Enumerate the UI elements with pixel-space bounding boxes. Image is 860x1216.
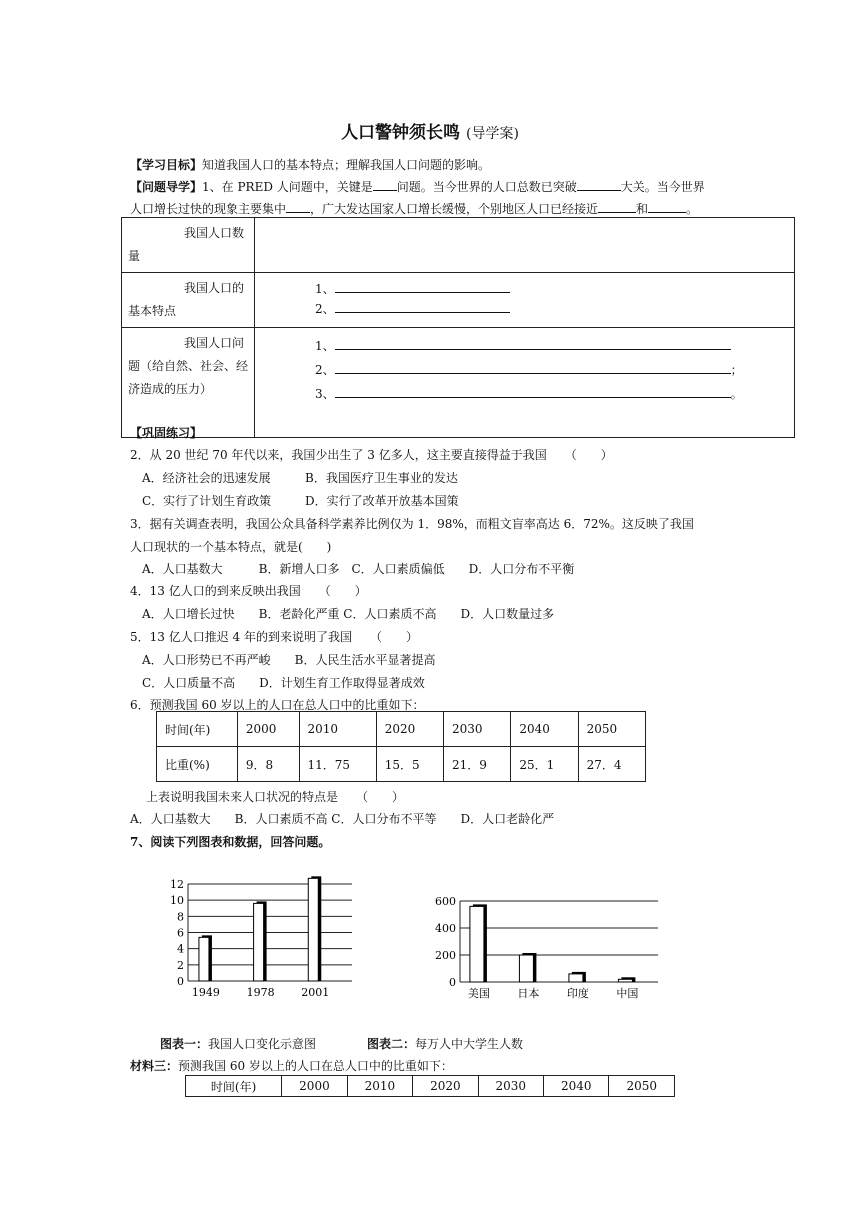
bar: [569, 974, 583, 982]
label-text: 我国人口数量: [128, 226, 245, 263]
table-row: [122, 273, 795, 328]
answer-cell-features: [255, 273, 795, 328]
question-2: 2．从 20 世纪 70 年代以来，我国少出生了 3 亿多人，这主要直接得益于我国 （ ）: [130, 448, 613, 462]
item-number: 2、: [315, 363, 335, 377]
table-row: [122, 328, 795, 438]
q2-option-c[interactable]: C．实行了计划生育政策: [142, 494, 272, 508]
title-main: 人口警钟须长鸣: [341, 123, 461, 143]
item-number: 2、: [315, 302, 335, 316]
question-4: 4．13 亿人口的到来反映出我国 （ ）: [130, 584, 367, 598]
q2-option-a[interactable]: A．经济社会的迅速发展: [142, 471, 271, 485]
table-cell: 2020: [413, 1076, 478, 1097]
x-tick-label: 1949: [191, 986, 220, 999]
y-tick-label: 0: [177, 975, 184, 988]
fig1-text: 我国人口变化示意图: [208, 1037, 317, 1051]
question-7: 7、阅读下列图表和数据，回答问题。: [130, 835, 331, 849]
q6-options[interactable]: A．人口基数大 B．人口素质不高 C．人口分布不平等 D．人口老龄化严: [130, 812, 555, 826]
y-tick-label: 2: [177, 958, 184, 972]
practice-label: 【巩固练习】: [130, 426, 203, 440]
fig1-caption: [160, 1035, 316, 1053]
answer-cell-problems: [255, 328, 795, 438]
row-label-features: [122, 273, 255, 328]
table-cell: 2010: [347, 1076, 412, 1097]
guide-text-2c: 和: [636, 202, 649, 216]
blank-5[interactable]: [648, 200, 686, 213]
guide-text-2b: ，广大发达国家人口增长缓慢，个别地区人口已经接近: [310, 202, 599, 216]
y-tick-label: 10: [170, 894, 184, 908]
x-tick-label: 2001: [301, 986, 330, 999]
table-cell: 11．75: [299, 747, 376, 782]
guide-label: 【问题导学】: [130, 180, 203, 194]
guide-table: [121, 217, 795, 438]
question-5: 5．13 亿人口推迟 4 年的到来说明了我国 （ ）: [130, 630, 418, 644]
goal-text: 知道我国人口的基本特点；理解我国人口问题的影响。: [202, 158, 491, 172]
page-title: [0, 118, 860, 143]
q5-options-ab[interactable]: A．人口形势已不再严峻 B．人民生活水平显著提高: [142, 653, 436, 667]
guide-text-2d: 。: [686, 202, 699, 216]
fig1-label: 图表一：: [160, 1037, 209, 1051]
mat3-label: 材料三：: [130, 1059, 179, 1073]
y-tick-label: 12: [170, 878, 184, 891]
question-3-line1: 3．据有关调查表明，我国公众具备科学素养比例仅为 1．98%，而粗文盲率高达 6．72%。这反映了我国: [130, 517, 694, 531]
answer-line[interactable]: [335, 300, 510, 313]
goal-label: 【学习目标】: [130, 158, 203, 172]
bar: [254, 903, 264, 981]
x-tick-label: 中国: [616, 987, 639, 1000]
table-cell: 2020: [376, 712, 443, 747]
material-3: [130, 1057, 453, 1075]
q2-option-d[interactable]: D．实行了改革开放基本国策: [305, 494, 459, 508]
mat3-text: 预测我国 60 岁以上的人口在总人口中的比重如下：: [178, 1059, 453, 1073]
table-cell: 27．4: [578, 747, 645, 782]
table-cell: 时间(年): [186, 1076, 282, 1097]
y-tick-label: 4: [177, 942, 184, 956]
table-cell: 2030: [444, 712, 511, 747]
bar: [199, 937, 209, 981]
x-tick-label: 美国: [467, 987, 490, 1000]
blank-2[interactable]: [577, 178, 621, 191]
question-6: 6．预测我国 60 岁以上的人口在总人口中的比重如下：: [130, 698, 425, 712]
label-text: 我国人口问题（给自然、社会、经济造成的压力）: [128, 336, 249, 396]
bar: [618, 979, 632, 982]
guide-line-2: [130, 200, 698, 218]
guide-line-1: [130, 178, 705, 196]
table-cell: 9．8: [237, 747, 299, 782]
punct: 。: [730, 387, 743, 401]
row-label-problems: [122, 328, 255, 438]
guide-text-1a: 1、在 PRED 人问题中，关键是: [202, 180, 373, 194]
guide-text-1c: 大关。当今世界: [620, 180, 705, 194]
item-number: 1、: [315, 339, 335, 353]
label-text: 我国人口的基本特点: [128, 281, 245, 318]
y-tick-label: 400: [435, 922, 456, 935]
table-cell: 25．1: [511, 747, 578, 782]
title-sub: (导学案): [465, 126, 519, 142]
table-cell: 比重(%): [157, 747, 238, 782]
bar: [308, 878, 318, 981]
answer-line[interactable]: [335, 385, 731, 398]
q2-option-b[interactable]: B．我国医疗卫生事业的发达: [305, 471, 458, 485]
material-3-table: [185, 1075, 675, 1097]
blank-3[interactable]: [286, 200, 310, 213]
bar: [519, 955, 533, 982]
guide-text-1b: 问题。当今世界的人口总数已突破: [396, 180, 577, 194]
table-cell: 2040: [511, 712, 578, 747]
x-tick-label: 1978: [246, 986, 275, 999]
question-3-line2: 人口现状的一个基本特点，就是( ): [130, 540, 332, 554]
table-cell: 21．9: [444, 747, 511, 782]
college-students-chart: [420, 890, 670, 1002]
table-cell: 2030: [478, 1076, 543, 1097]
punct: ；: [730, 363, 743, 377]
y-tick-label: 8: [177, 910, 184, 924]
y-tick-label: 6: [177, 926, 184, 940]
table-cell: 2010: [299, 712, 376, 747]
bar: [470, 906, 484, 982]
blank-1[interactable]: [373, 178, 397, 191]
question-6-stem: 上表说明我国未来人口状况的特点是 （ ）: [146, 790, 405, 804]
table-row: [186, 1076, 675, 1097]
population-chart: [160, 872, 360, 1002]
fig2-label: 图表二：: [367, 1037, 416, 1051]
y-tick-label: 0: [449, 976, 456, 989]
q5-options-cd[interactable]: C．人口质量不高 D．计划生育工作取得显著成效: [142, 676, 425, 690]
y-tick-label: 600: [435, 895, 456, 908]
answer-line[interactable]: [335, 361, 731, 374]
item-number: 1、: [315, 282, 335, 296]
answer-line[interactable]: [335, 337, 731, 350]
table-cell: 2000: [282, 1076, 347, 1097]
row-label-quantity: [122, 218, 255, 273]
table-cell: 2000: [237, 712, 299, 747]
answer-line[interactable]: [335, 280, 510, 293]
q3-options[interactable]: A．人口基数大 B．新增人口多 C．人口素质偏低 D．人口分布不平衡: [142, 562, 575, 576]
x-tick-label: 印度: [566, 987, 589, 1000]
table-row: [122, 218, 795, 273]
q4-options[interactable]: A．人口增长过快 B．老龄化严重 C．人口素质不高 D．人口数量过多: [142, 607, 555, 621]
learning-goal: [130, 156, 490, 174]
guide-text-2a: 人口增长过快的现象主要集中: [130, 202, 287, 216]
answer-cell-quantity[interactable]: [255, 218, 795, 273]
item-number: 3、: [315, 387, 335, 401]
table-row: [157, 747, 646, 782]
table-cell: 2050: [609, 1076, 675, 1097]
table-cell: 2040: [544, 1076, 609, 1097]
table-cell: 15．5: [376, 747, 443, 782]
fig2-caption: [367, 1035, 523, 1053]
y-tick-label: 200: [435, 949, 456, 962]
table-cell: 2050: [578, 712, 645, 747]
ratio-table: [156, 711, 646, 782]
table-row: [157, 712, 646, 747]
fig2-text: 每万人中大学生人数: [415, 1037, 524, 1051]
blank-4[interactable]: [598, 200, 636, 213]
table-cell: 时间(年): [157, 712, 238, 747]
x-tick-label: 日本: [517, 987, 540, 1000]
